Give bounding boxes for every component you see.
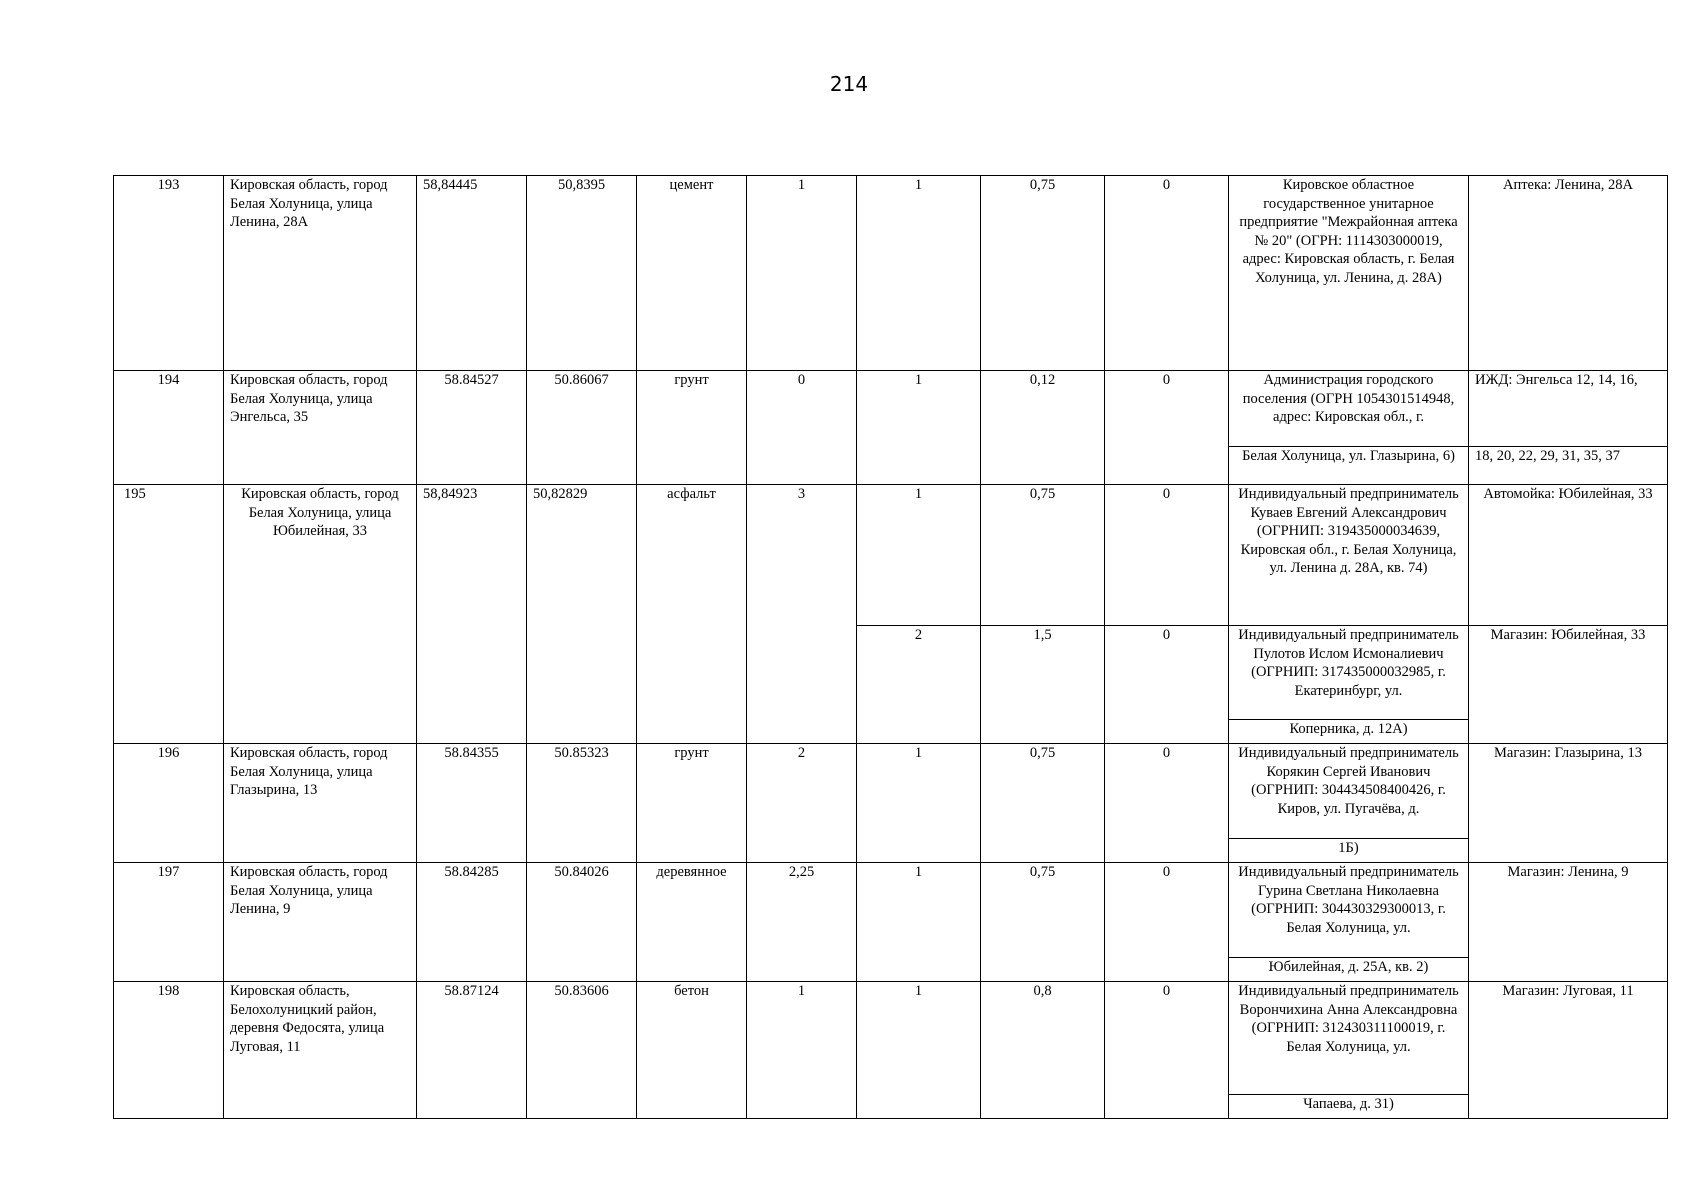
container-count-cell: 1: [857, 863, 981, 982]
container-count-cell: 1: [857, 485, 981, 626]
longitude-cell: 50,82829: [527, 485, 637, 744]
owner-cell-tail: Чапаева, д. 31): [1229, 1095, 1469, 1119]
container-volume-cell: 1,5: [981, 626, 1105, 744]
waste-source-cell-tail: 18, 20, 22, 29, 31, 35, 37: [1469, 447, 1668, 485]
owner-cell-tail: 1Б): [1229, 839, 1469, 863]
surface-cell: грунт: [637, 371, 747, 485]
address-cell: Кировская область, город Белая Холуница, улица Энгельса, 35: [224, 371, 417, 485]
longitude-cell: 50.85323: [527, 744, 637, 863]
page-number: 214: [829, 72, 869, 96]
address-cell: Кировская область, город Белая Холуница, улица Ленина, 9: [224, 863, 417, 982]
table-row: [114, 982, 1668, 1095]
table-row: [114, 485, 1668, 626]
owner-cell-tail: Белая Холуница, ул. Глазырина, 6): [1229, 447, 1469, 485]
table-row: [114, 176, 1668, 371]
latitude-cell: 58.84355: [417, 744, 527, 863]
table-row: [114, 744, 1668, 839]
latitude-cell: 58.84285: [417, 863, 527, 982]
owner-cell: Индивидуальный предприниматель Корякин Сергей Иванович (ОГРНИП: 304434508400426, г. Киров, ул. Пугачёва, д.: [1229, 744, 1469, 839]
owner-cell: Индивидуальный предприниматель Куваев Евгений Александрович (ОГРНИП: 319435000034639, Кировская обл., г. Белая Холуница, ул. Ленина д. 28А, кв. 74): [1229, 485, 1469, 626]
container-volume-cell: 0,75: [981, 176, 1105, 371]
row-number: 193: [114, 176, 224, 371]
waste-source-cell: Аптека: Ленина, 28А: [1469, 176, 1668, 371]
owner-cell: Индивидуальный предприниматель Ворончихина Анна Александровна (ОГРНИП: 312430311100019, г. Белая Холуница, ул.: [1229, 982, 1469, 1095]
latitude-cell: 58,84923: [417, 485, 527, 744]
longitude-cell: 50.84026: [527, 863, 637, 982]
planned-containers-cell: 0: [1105, 744, 1229, 863]
container-count-cell: 1: [857, 176, 981, 371]
container-volume-cell: 0,75: [981, 744, 1105, 863]
waste-source-cell: ИЖД: Энгельса 12, 14, 16,: [1469, 371, 1668, 447]
surface-cell: грунт: [637, 744, 747, 863]
container-count-cell: 1: [857, 982, 981, 1119]
area-cell: 1: [747, 176, 857, 371]
owner-cell: Индивидуальный предприниматель Гурина Светлана Николаевна (ОГРНИП: 304430329300013, г. Белая Холуница, ул.: [1229, 863, 1469, 958]
owner-cell-tail: Коперника, д. 12А): [1229, 720, 1469, 744]
planned-containers-cell: 0: [1105, 485, 1229, 626]
latitude-cell: 58.84527: [417, 371, 527, 485]
planned-containers-cell: 0: [1105, 863, 1229, 982]
row-number: 195: [114, 485, 224, 744]
planned-containers-cell: 0: [1105, 371, 1229, 485]
planned-containers-cell: 0: [1105, 982, 1229, 1119]
latitude-cell: 58.87124: [417, 982, 527, 1119]
area-cell: 2,25: [747, 863, 857, 982]
owner-cell: Кировское областное государственное унитарное предприятие "Межрайонная аптека № 20" (ОГРН: 1114303000019, адрес: Кировская область, г. Белая Холуница, ул. Ленина, д. 28А): [1229, 176, 1469, 371]
owner-cell-tail: Юбилейная, д. 25А, кв. 2): [1229, 958, 1469, 982]
surface-cell: деревянное: [637, 863, 747, 982]
row-number: 196: [114, 744, 224, 863]
waste-sites-table: [113, 175, 1668, 1119]
waste-source-cell: Магазин: Юбилейная, 33: [1469, 626, 1668, 744]
container-count-cell: 1: [857, 371, 981, 485]
container-count-cell: 1: [857, 744, 981, 863]
address-cell: Кировская область, город Белая Холуница, улица Глазырина, 13: [224, 744, 417, 863]
row-number: 198: [114, 982, 224, 1119]
owner-cell: Администрация городского поселения (ОГРН 1054301514948, адрес: Кировская обл., г.: [1229, 371, 1469, 447]
owner-cell: Индивидуальный предприниматель Пулотов Ислом Исмоналиевич (ОГРНИП: 317435000032985, г. Екатеринбург, ул.: [1229, 626, 1469, 720]
latitude-cell: 58,84445: [417, 176, 527, 371]
address-cell: Кировская область, город Белая Холуница, улица Ленина, 28А: [224, 176, 417, 371]
address-cell: Кировская область, Белохолуницкий район, деревня Федосята, улица Луговая, 11: [224, 982, 417, 1119]
row-number: 197: [114, 863, 224, 982]
longitude-cell: 50.86067: [527, 371, 637, 485]
planned-containers-cell: 0: [1105, 626, 1229, 744]
surface-cell: бетон: [637, 982, 747, 1119]
container-volume-cell: 0,75: [981, 485, 1105, 626]
container-volume-cell: 0,75: [981, 863, 1105, 982]
planned-containers-cell: 0: [1105, 176, 1229, 371]
area-cell: 3: [747, 485, 857, 744]
area-cell: 1: [747, 982, 857, 1119]
container-volume-cell: 0,12: [981, 371, 1105, 485]
area-cell: 2: [747, 744, 857, 863]
longitude-cell: 50.83606: [527, 982, 637, 1119]
row-number: 194: [114, 371, 224, 485]
waste-source-cell: Магазин: Ленина, 9: [1469, 863, 1668, 982]
address-cell: Кировская область, город Белая Холуница, улица Юбилейная, 33: [224, 485, 417, 744]
table-row: [114, 863, 1668, 958]
container-volume-cell: 0,8: [981, 982, 1105, 1119]
waste-source-cell: Магазин: Луговая, 11: [1469, 982, 1668, 1119]
surface-cell: цемент: [637, 176, 747, 371]
container-count-cell: 2: [857, 626, 981, 744]
surface-cell: асфальт: [637, 485, 747, 744]
area-cell: 0: [747, 371, 857, 485]
longitude-cell: 50,8395: [527, 176, 637, 371]
waste-source-cell: Автомойка: Юбилейная, 33: [1469, 485, 1668, 626]
table-row: [114, 371, 1668, 447]
waste-source-cell: Магазин: Глазырина, 13: [1469, 744, 1668, 863]
